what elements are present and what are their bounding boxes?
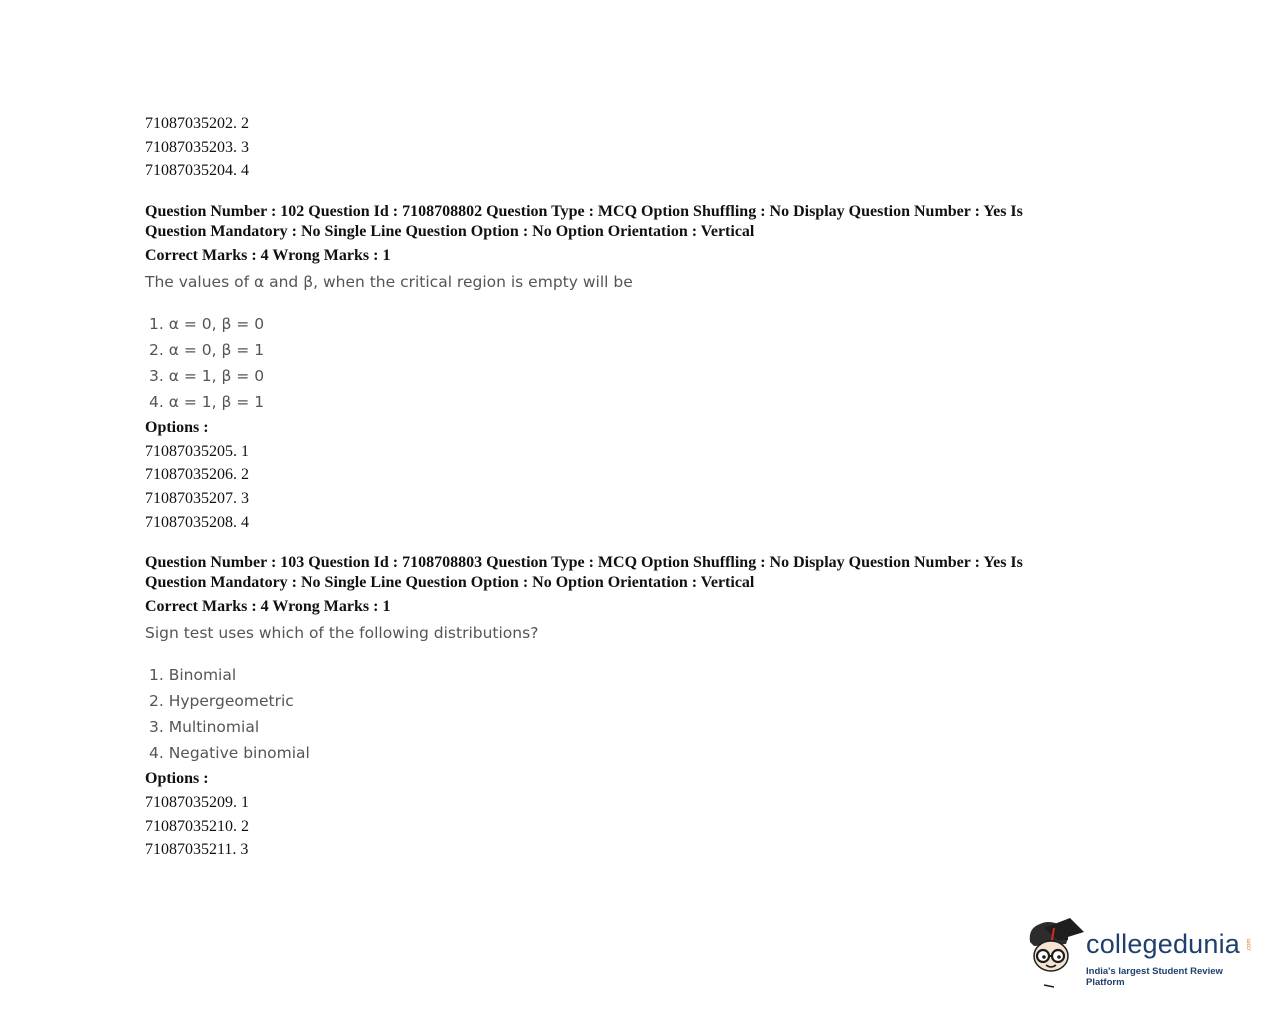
choice-item: 4. Negative binomial — [149, 744, 310, 763]
choice-item: 3. α = 1, β = 0 — [149, 366, 265, 385]
question-block-103 — [145, 553, 1145, 862]
previous-question-options — [145, 112, 1145, 183]
logo-wordmark: collegedunia — [1086, 929, 1241, 959]
question-marks: Correct Marks : 4 Wrong Marks : 1 — [145, 246, 391, 264]
option-id-line: 71087035204. 4 — [145, 162, 249, 180]
mascot-icon — [1024, 918, 1086, 990]
option-id-line: 71087035209. 1 — [145, 794, 249, 812]
question-marks: Correct Marks : 4 Wrong Marks : 1 — [145, 598, 391, 616]
options-heading: Options : — [145, 770, 209, 788]
question-text: The values of α and β, when the critical region is empty will be — [145, 272, 633, 291]
question-choices — [145, 311, 1145, 415]
question-meta-line: Question Mandatory : No Single Line Question Option : No Option Orientation : Vertical — [145, 222, 755, 240]
option-id-line: 71087035208. 4 — [145, 513, 249, 531]
question-meta-line: Question Mandatory : No Single Line Question Option : No Option Orientation : Vertical — [145, 574, 755, 592]
question-block-102 — [145, 202, 1145, 534]
choice-item: 2. Hypergeometric — [149, 692, 294, 711]
option-id-line: 71087035202. 2 — [145, 115, 249, 132]
option-id-line: 71087035206. 2 — [145, 466, 249, 484]
question-meta — [145, 553, 1145, 593]
question-text: Sign test uses which of the following distributions? — [145, 624, 539, 643]
logo-tagline: India's largest Student Review Platform — [1086, 966, 1223, 988]
choice-item: 3. Multinomial — [149, 718, 260, 737]
option-id-line: 71087035205. 1 — [145, 442, 249, 460]
question-meta — [145, 202, 1145, 242]
options-heading: Options : — [145, 418, 209, 436]
document-page — [145, 112, 1145, 862]
option-id-line: 71087035203. 3 — [145, 138, 249, 156]
choice-item: 1. α = 0, β = 0 — [149, 314, 265, 333]
question-choices — [145, 662, 1145, 766]
option-id-line: 71087035210. 2 — [145, 817, 249, 835]
collegedunia-logo — [1024, 918, 1264, 990]
choice-item: 2. α = 0, β = 1 — [149, 340, 265, 359]
option-id-line: 71087035207. 3 — [145, 489, 249, 507]
option-id-line: 71087035211. 3 — [145, 841, 249, 859]
question-meta-line: Question Number : 103 Question Id : 7108708803 Question Type : MCQ Option Shuffling : No Display Question Number : Yes Is — [145, 554, 1023, 572]
question-meta-line: Question Number : 102 Question Id : 7108708802 Question Type : MCQ Option Shuffling : No Display Question Number : Yes Is — [145, 202, 1023, 220]
logo-suffix: .com — [1246, 938, 1253, 952]
choice-item: 4. α = 1, β = 1 — [149, 392, 265, 411]
choice-item: 1. Binomial — [149, 666, 237, 685]
